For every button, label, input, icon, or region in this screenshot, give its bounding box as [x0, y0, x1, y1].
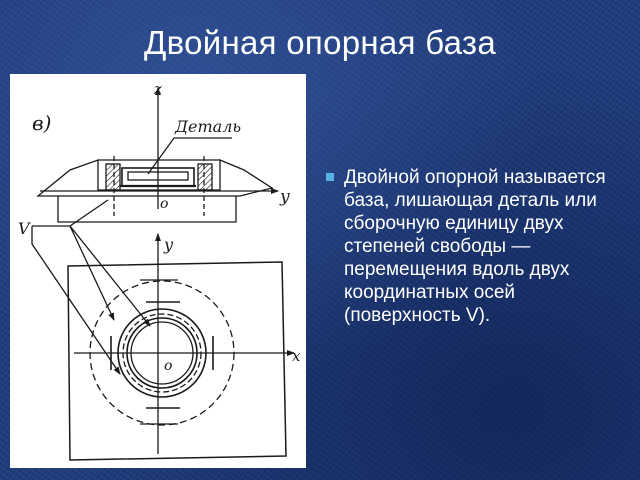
definition-text: Двойной опорной называется база, лишающая деталь или сборочную единицу двух степеней свободы — перемещения вдоль двух координатных осей (поверхность V).	[344, 167, 606, 326]
y-axis-label-section: y	[280, 187, 290, 207]
bushing-right	[198, 164, 212, 190]
origin-label-plan: o	[164, 358, 173, 374]
bullet-item	[326, 166, 626, 327]
part-label: Деталь	[175, 117, 242, 136]
bushing-left	[106, 164, 120, 190]
v-leader-plan-3	[32, 226, 120, 374]
slide-title: Двойная опорная база	[143, 24, 497, 61]
x-axis-label-plan: x	[292, 347, 301, 365]
y-axis-label-plan: y	[164, 235, 174, 254]
section-view	[32, 88, 278, 226]
surface-label: V	[18, 219, 30, 238]
origin-label-section: o	[160, 196, 169, 212]
technical-drawing	[10, 74, 306, 468]
fixture-base	[58, 196, 236, 222]
plan-view	[32, 226, 294, 460]
view-label: в)	[32, 111, 52, 135]
drawing-canvas	[10, 74, 306, 468]
z-axis-label: z	[154, 80, 162, 98]
bullet-square-icon	[326, 173, 334, 181]
